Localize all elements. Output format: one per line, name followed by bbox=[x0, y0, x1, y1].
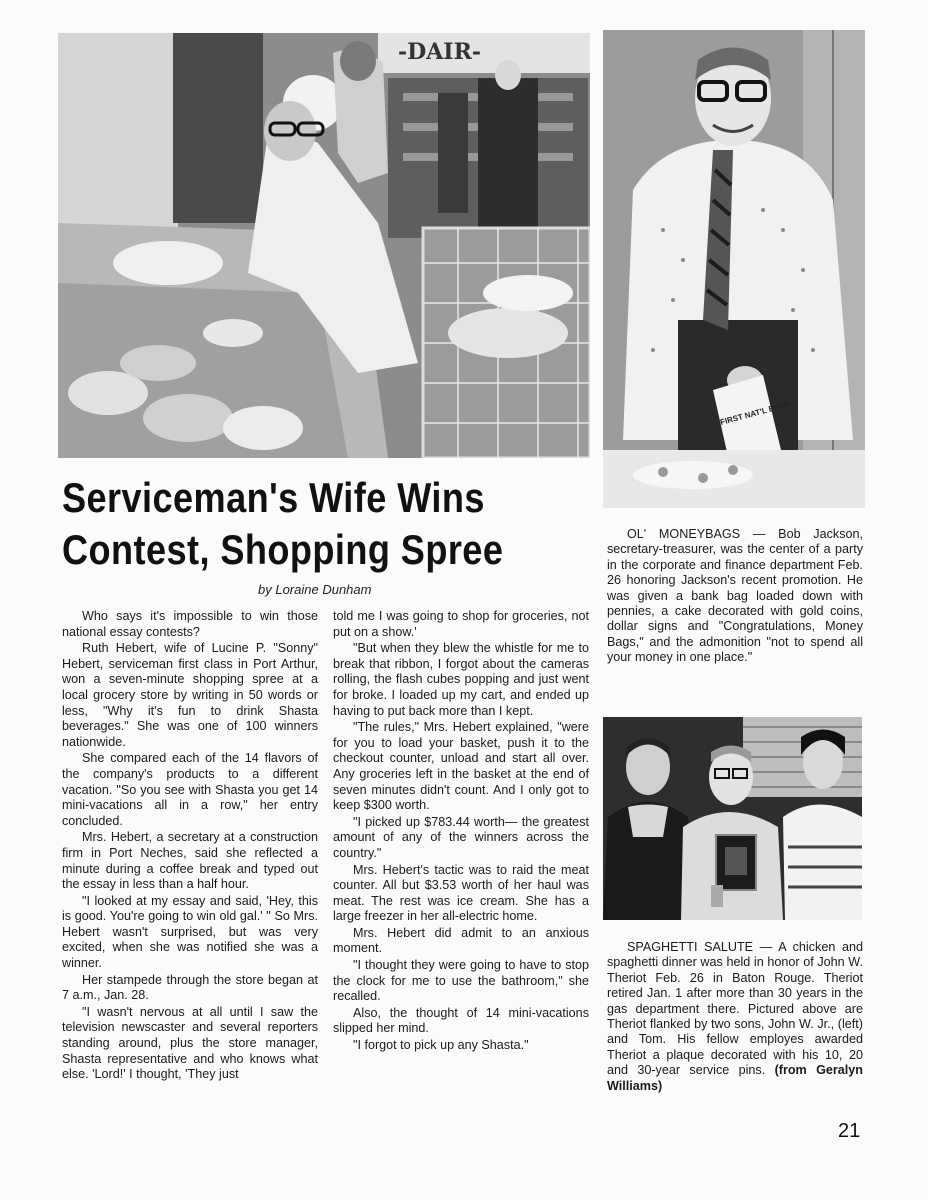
photo-shopping-spree bbox=[58, 33, 590, 458]
paragraph: Her stampede through the store began at 7 a.m., Jan. 28. bbox=[62, 972, 318, 1003]
paragraph: Ruth Hebert, wife of Lucine P. "Sonny" Hebert, serviceman first class in Port Arthur, won a seven-minute shopping spree at a local grocery store by writing in 50 words or less, "Why it's fun to drink Shasta beverages." She was one of 100 winners nationwide. bbox=[62, 641, 318, 749]
theriot-photo-graphic bbox=[603, 717, 862, 920]
paragraph: "I thought they were going to have to stop the clock for me to use the bathroom," she recalled. bbox=[333, 958, 589, 1004]
caption-ol-moneybags: OL' MONEYBAGS — Bob Jackson, secretary-treasurer, was the center of a party in the corporate and finance department Feb. 26 honoring Jackson's recent promotion. He was given a bank bag loaded down with pennies, a cake decorated with gold coins, dollar signs and "Congratulations, Money Bags," and the admonition "not to spend all your money in one place." bbox=[607, 527, 863, 665]
paragraph: "The rules," Mrs. Hebert explained, "were for you to load your basket, push it to the checkout counter, unload and start all over. Any groceries left in the basket at the end of seven minutes didn't count. And I only got to keep $300 worth. bbox=[333, 720, 589, 813]
bob-jackson-photo-graphic bbox=[603, 30, 865, 508]
article-column-1 bbox=[62, 609, 318, 1084]
paragraph: She compared each of the 14 flavors of the company's products to a different vacation. "So you see with Shasta you get 14 mini-vacations all in a row," her entry concluded. bbox=[62, 751, 318, 828]
paragraph: told me I was going to shop for groceries, not put on a show.' bbox=[333, 609, 589, 639]
headline-line-2: Contest, Shopping Spree bbox=[62, 526, 504, 573]
page-number: 21 bbox=[838, 1120, 861, 1142]
paragraph: Also, the thought of 14 mini-vacations slipped her mind. bbox=[333, 1005, 589, 1036]
shopping-spree-photo-graphic bbox=[58, 33, 590, 458]
photo-theriot-family bbox=[603, 717, 862, 920]
photo-bob-jackson bbox=[603, 30, 865, 508]
headline-line-1: Serviceman's Wife Wins bbox=[62, 474, 485, 521]
paragraph: "I picked up $783.44 worth— the greatest amount of any of the winners across the country." bbox=[333, 814, 589, 860]
paragraph: "But when they blew the whistle for me to break that ribbon, I forgot about the cameras rolling, the flash cubes popping and just went for broke. I loaded up my cart, and ended up having to put back more than I kept. bbox=[333, 641, 589, 718]
bank-bag-text: FIRST NAT'L BANK bbox=[719, 399, 793, 427]
dairy-sign-text: -DAIR- bbox=[398, 39, 481, 65]
article-headline bbox=[62, 472, 509, 576]
paragraph: Mrs. Hebert did admit to an anxious moment. bbox=[333, 925, 589, 956]
paragraph: "I looked at my essay and said, 'Hey, this is good. You're going to win old gal.' " So Mrs. Hebert wasn't surprised, but was very excited, when she was notified she was a winner. bbox=[62, 893, 318, 971]
caption-spaghetti-salute bbox=[607, 940, 863, 1094]
paragraph: "I wasn't nervous at all until I saw the television newscaster and several reporters standing around, plus the store manager, Shasta representative and who knows what else. 'Lord!' I thought, 'They just bbox=[62, 1004, 318, 1082]
photo-credit: (from Geralyn Williams) bbox=[607, 1063, 863, 1093]
paragraph: Mrs. Hebert, a secretary at a construction firm in Port Neches, said she reflected a minute during a coffee break and typed out the essay in less than a half hour. bbox=[62, 830, 318, 892]
paragraph: Who says it's impossible to win those national essay contests? bbox=[62, 609, 318, 639]
paragraph: "I forgot to pick up any Shasta." bbox=[353, 1038, 529, 1053]
article-byline: by Loraine Dunham bbox=[258, 582, 372, 597]
caption-text: SPAGHETTI SALUTE — A chicken and spaghetti dinner was held in honor of John W. Theriot Feb. 26 in Baton Rouge. Theriot retired Jan. 1 after more than 30 years in the gas department there. Pictured above are Theriot flanked by two sons, John W. Jr., (left) and Tom. His fellow employes awarded Theriot a plaque decorated with his 10, 20 and 30-year service pins. bbox=[607, 940, 863, 1078]
paragraph: Mrs. Hebert's tactic was to raid the meat counter. All but $3.53 worth of her haul was meat. The rest was ice cream. She has a large freezer in her all-electric home. bbox=[333, 862, 589, 924]
article-column-2 bbox=[333, 609, 589, 1055]
